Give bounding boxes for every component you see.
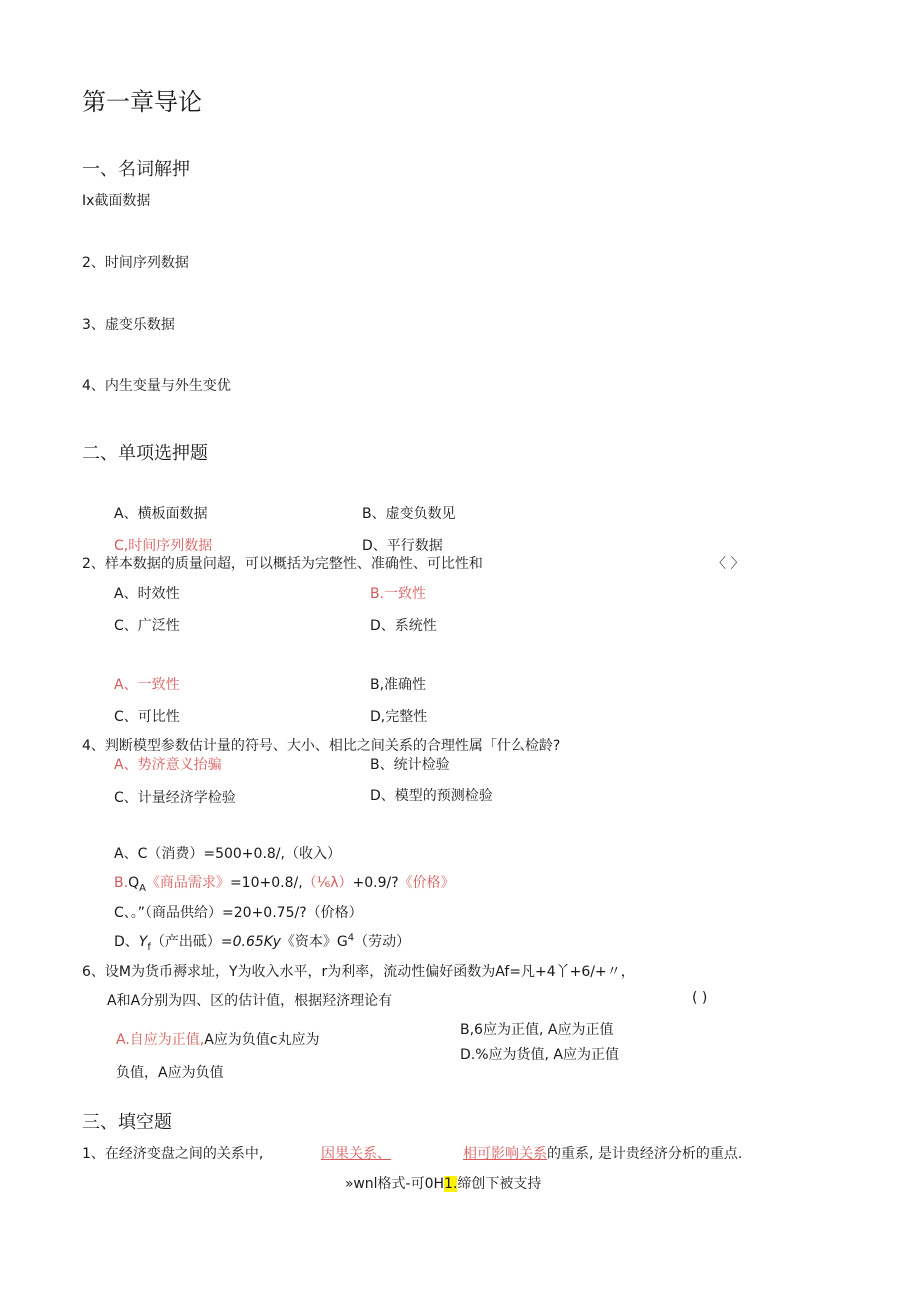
q6-option-a-cont: 负值，A应为负值 [116, 1065, 224, 1081]
term-item-2: 2、时间序列数据 [82, 255, 189, 271]
q6-option-d: D.%应为货值, A应为正值 [460, 1047, 620, 1063]
section3-heading: 三、填空题 [82, 1112, 172, 1133]
q4-text: 4、判断模型参数估计量的符号、大小、相比之间关系的合理性属「什么检龄? [82, 738, 561, 754]
q1-option-a: A、横板面数据 [114, 506, 208, 522]
q6-a-prefix: A.自应为 [116, 1032, 172, 1048]
q5-b-sub: A [139, 882, 146, 894]
q6-line2: A和A分别为四、区的估计值，根据羟济理论有 [107, 993, 393, 1009]
q5-b-q: Q [128, 875, 140, 891]
footer-highlight: 1. [444, 1176, 458, 1192]
q5-b-demand: 《商品需求》 [145, 875, 230, 891]
q5-option-c: C、。”（商品供给）=20+0.75/?（价格） [114, 905, 363, 921]
q5-d-labor: （劳动） [354, 934, 411, 950]
q5-d-prefix: D、 [114, 934, 139, 950]
fill-q1-end-group [463, 1143, 742, 1163]
fill-q1-blank1: 因果关系、 [321, 1146, 391, 1162]
q5-option-b [114, 872, 455, 894]
fill-q1-blank2: 相可影响关系 [463, 1146, 547, 1162]
q6-answer-paren: ( ) [692, 990, 708, 1006]
section2-heading: 二、单项选押题 [82, 443, 208, 464]
q1-option-c: C,时间序列数据 [114, 538, 213, 554]
fill-q1-end: 的重系, 是计贵经济分析的重点. [547, 1146, 743, 1162]
q2-text: 2、样本数据的质量问超，可以概括为完整性、准确性、可比性和 [82, 556, 483, 572]
q3-option-d: D,完整性 [370, 709, 428, 725]
term-item-1: Ix截面数据 [82, 193, 151, 209]
q5-b-eq2: +0.9/? [352, 875, 399, 891]
q3-option-c: C、可比性 [114, 709, 180, 725]
q1-option-d: D、平行数据 [362, 538, 443, 554]
q4-option-c: C、计量经济学检验 [114, 790, 236, 806]
q5-d-eq: =0.65Ky [220, 934, 281, 950]
q3-option-a: A、一致性 [114, 677, 180, 693]
q5-d-sub: f [147, 941, 151, 953]
q2-answer-paren: 〈 〉 [712, 556, 745, 572]
q4-option-d: D、模型的预测检验 [370, 788, 493, 804]
q5-d-y: Y [138, 934, 148, 950]
footer-watermark [345, 1173, 541, 1193]
footer-post: 缔创下被支持 [457, 1176, 542, 1192]
section1-heading: 一、名词解押 [82, 159, 190, 180]
q6-line1: 6、设M为货币褥求址，Y为收入水平，r为利率，流动性偏好函数为Af=凡+4丫+6/+〃， [82, 964, 635, 980]
q3-option-b: B,准确性 [370, 677, 427, 693]
q6-option-a [116, 1029, 320, 1049]
q5-d-capital: 《资本》G [280, 934, 348, 950]
q5-option-d [114, 931, 410, 953]
q5-d-output: （产出砥） [150, 934, 221, 950]
term-item-4: 4、内生变量与外生变优 [82, 378, 231, 394]
fill-q1-start: 1、在经济变盘之间的关系中, [82, 1146, 264, 1162]
q4-option-a: A、势济意义抬骗 [114, 757, 222, 773]
q6-a-rest: A应为负值c丸应为 [204, 1032, 320, 1048]
q1-option-b: B、虚变负数见 [362, 506, 456, 522]
q5-d-sup: 4 [347, 932, 355, 944]
q2-option-b: B.一致性 [370, 586, 427, 602]
footer-pre: »wnl格式-可0H [345, 1176, 445, 1192]
term-item-3: 3、虚变乐数据 [82, 317, 175, 333]
q5-option-a: A、C（消费）=500+0.8/,（收入） [114, 846, 341, 862]
q2-option-c: C、广泛性 [114, 618, 180, 634]
q5-b-prefix: B. [114, 875, 129, 891]
q5-b-eq1: =10+0.8/, [229, 875, 303, 891]
chapter-title: 第一章导论 [82, 88, 202, 116]
q5-b-price: 《价格》 [398, 875, 455, 891]
q2-option-d: D、系统性 [370, 618, 437, 634]
q6-a-red: 正值, [171, 1032, 205, 1048]
q5-b-income: （⅙λ） [302, 875, 353, 891]
q4-option-b: B、统计检验 [370, 757, 450, 773]
q2-option-a: A、时效性 [114, 586, 180, 602]
q6-option-b: B,6应为正值, A应为正值 [460, 1022, 614, 1038]
